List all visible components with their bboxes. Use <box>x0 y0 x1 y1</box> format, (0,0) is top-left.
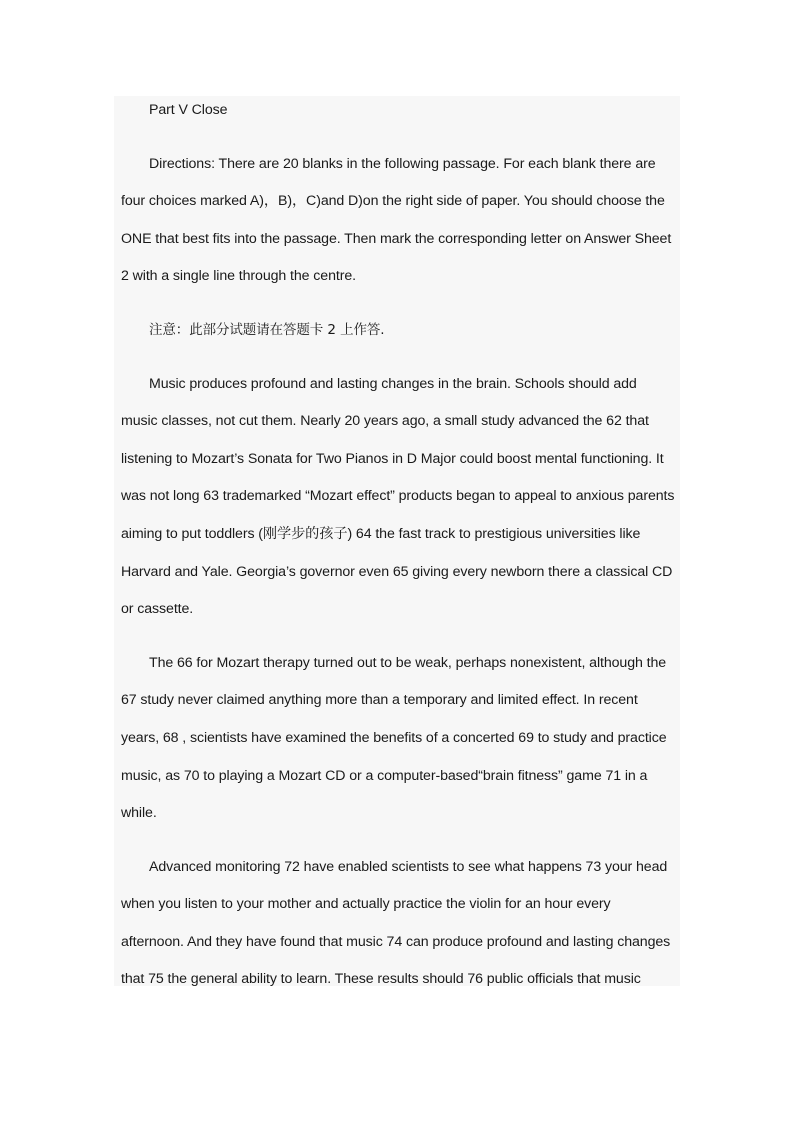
spacer <box>121 130 677 146</box>
passage-paragraph-1: Music produces profound and lasting changes in the brain. Schools should add music classes, not cut them. Nearly 20 years ago, a small study advanced the 62 that listening to Mozart’s Sonata for Two Pianos in D Major could boost mental functioning. It was not long 63 trademarked “Mozart effect” products began to appeal to anxious parents aiming to put toddlers (刚学步的孩子) 64 the fast track to prestigious universities like Harvard and Yale. Georgia’s governor even 65 giving every newborn there a classical CD or cassette. <box>121 375 675 618</box>
passage-paragraph-3: Advanced monitoring 72 have enabled scientists to see what happens 73 your head when you listen to your mother and actually practice the violin for an hour every afternoon. And they have found that music 74 can produce profound and lasting changes that 75 the general ability to learn. These results should 76 public officials that music <box>121 858 671 988</box>
passage-paragraph-2: The 66 for Mozart therapy turned out to be weak, perhaps nonexistent, although the 67 study never claimed anything more than a temporary and limited effect. In recent years, 68 , scientists have examined the benefits of a concerted 69 to study and practice music, as 70 to playing a Mozart CD or a computer-based“brain fitness” game 71 in a while. <box>121 654 667 822</box>
spacer <box>121 296 677 312</box>
spacer <box>121 350 677 366</box>
document-content <box>121 92 677 999</box>
part-title: Part V Close <box>149 102 228 118</box>
note-chinese: 注意：此部分试题请在答题卡 2 上作答. <box>149 321 385 338</box>
spacer <box>121 629 677 645</box>
directions-paragraph: Directions: There are 20 blanks in the following passage. For each blank there are four choices marked A)，B)，C)and D)on the right side of paper. You should choose the ONE that best fits into the passage. Then mark the corresponding letter on Answer Sheet 2 with a single line through the centre. <box>121 155 672 285</box>
spacer <box>121 833 677 849</box>
